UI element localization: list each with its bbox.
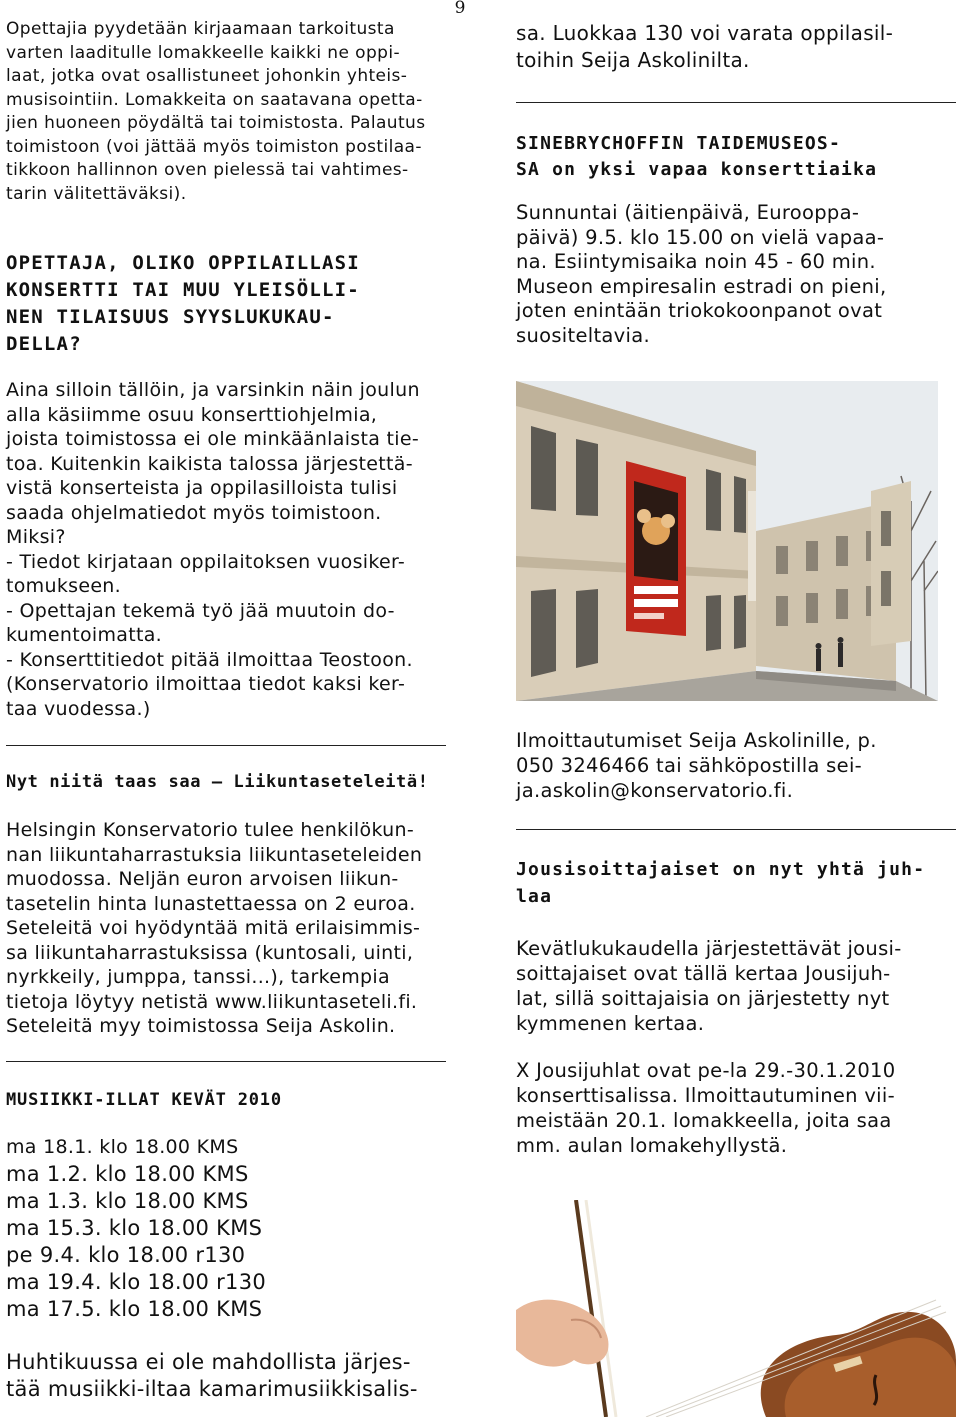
- museum-paragraph: [516, 201, 946, 348]
- heading-line: SA on yksi vapaa konserttiaika: [516, 159, 878, 180]
- text-line: mm. aulan lomakehyllystä.: [516, 1134, 788, 1157]
- text-line: jien huoneen pöydältä tai toimistosta. Palautus: [6, 113, 426, 133]
- section-divider: [516, 102, 956, 103]
- museum-building-illustration: [516, 381, 938, 701]
- heading-line: Jousisoittajaiset on nyt yhtä juh-: [516, 859, 926, 880]
- heading-line: DELLA?: [6, 333, 82, 355]
- strings-paragraph: [516, 936, 946, 1036]
- page-number: 9: [454, 0, 466, 18]
- text-line: Huhtikuussa ei ole mahdollista järjes-: [6, 1349, 411, 1374]
- date-item: ma 18.1. klo 18.00 KMS: [6, 1135, 239, 1158]
- heading-line: OPETTAJA, OLIKO OPPILAILLASI: [6, 252, 360, 274]
- text-line: Seteleitä myy toimistossa Seija Askolin.: [6, 1015, 396, 1037]
- date-item: ma 19.4. klo 18.00 r130: [6, 1269, 267, 1294]
- text-line: saada ohjelmatiedot myös toimistoon.: [6, 501, 382, 524]
- date-item: ma 17.5. klo 18.00 KMS: [6, 1296, 263, 1321]
- text-line: ja.askolin@konservatorio.fi.: [516, 779, 794, 802]
- text-line: 050 3246466 tai sähköpostilla sei-: [516, 754, 862, 777]
- signup-paragraph: [516, 728, 946, 803]
- heading-string-players: [516, 856, 946, 910]
- date-item: ma 1.2. klo 18.00 KMS: [6, 1161, 249, 1186]
- text-line: musisointiin. Lomakkeita on saatavana opetta-: [6, 89, 423, 110]
- text-line: tarin välitettäväksi).: [6, 183, 187, 204]
- text-line: konserttisalissa. Ilmoittautuminen vii-: [516, 1084, 895, 1107]
- text-line: Helsingin Konservatorio tulee henkilökun-: [6, 819, 414, 841]
- sport-voucher-paragraph: [6, 818, 446, 1039]
- dash-separator: _________________________________: [6, 210, 318, 226]
- heading-concert-question: [6, 250, 446, 358]
- text-line: kymmenen kertaa.: [516, 1012, 705, 1035]
- violin-illustration: [516, 1200, 956, 1417]
- heading-line: laa: [516, 886, 553, 907]
- text-line: Seteleitä voi hyödyntää mitä erilaisimmis-: [6, 917, 421, 939]
- text-line: nyrkkeily, jumppa, tanssi...), tarkempia: [6, 966, 390, 988]
- text-line: alla käsiimme osuu konserttiohjelmia,: [6, 403, 378, 426]
- text-line: tietoja löytyy netistä www.liikuntaseteli.fi.: [6, 990, 418, 1013]
- date-item: ma 1.3. klo 18.00 KMS: [6, 1188, 249, 1213]
- text-line: joista toimistossa ei ole minkäänlaista tie-: [6, 428, 419, 450]
- date-item: ma 15.3. klo 18.00 KMS: [6, 1215, 263, 1240]
- text-line: tikkoon hallinnon oven pielessä tai vahtimes-: [6, 160, 409, 180]
- text-line: laat, jotka ovat osallistuneet johonkin yhteis-: [6, 66, 408, 86]
- left-column: [6, 14, 446, 1403]
- text-line: vistä konserteista ja oppilasilloista tulisi: [6, 477, 398, 499]
- heading-line: NEN TILAISUUS SYYSLUKUKAU-: [6, 306, 335, 328]
- text-line: - Tiedot kirjataan oppilaitoksen vuosiker-: [6, 550, 406, 573]
- text-line: tää musiikki-iltaa kamarimusiikkisalis-: [6, 1376, 418, 1401]
- text-line: Museon empiresalin estradi on pieni,: [516, 274, 887, 298]
- text-line: muodossa. Neljän euron arvoisen liikun-: [6, 868, 399, 890]
- text-line: tomukseen.: [6, 575, 121, 597]
- text-line: nan liikuntaharrastuksia liikuntaseteleiden: [6, 843, 423, 866]
- text-line: - Opettajan tekemä työ jää muutoin do-: [6, 599, 395, 622]
- music-evening-dates: [6, 1134, 446, 1323]
- violin-photo: [516, 1200, 956, 1417]
- section-divider: [6, 745, 446, 746]
- closing-paragraph: [6, 1349, 446, 1403]
- text-line: varten laaditulle lomakkeelle kaikki ne oppi-: [6, 42, 400, 63]
- text-line: toa. Kuitenkin kaikista talossa järjestettä-: [6, 452, 413, 475]
- text-line: Opettajia pyydetään kirjaamaan tarkoitusta: [6, 19, 395, 39]
- text-line: Ilmoittautumiset Seija Askolinille, p.: [516, 729, 877, 752]
- text-line: Sunnuntai (äitienpäivä, Eurooppa-: [516, 201, 860, 224]
- text-line: soittajaiset ovat tällä kertaa Jousijuh-: [516, 962, 891, 985]
- heading-museum: [516, 131, 946, 183]
- text-line: kumentoimatta.: [6, 624, 162, 646]
- text-line: taa vuodessa.): [6, 697, 151, 720]
- continued-paragraph: [516, 20, 946, 74]
- text-line: lat, sillä soittajaisia on järjestetty nyt: [516, 987, 890, 1010]
- text-line: na. Esiintymisaika noin 45 - 60 min.: [516, 250, 876, 273]
- text-line: Aina silloin tällöin, ja varsinkin näin joulun: [6, 379, 420, 401]
- date-item: pe 9.4. klo 18.00 r130: [6, 1242, 246, 1267]
- text-line: - Konserttitiedot pitää ilmoittaa Teostoon.: [6, 648, 413, 671]
- right-column-lower: [516, 728, 946, 1158]
- festival-paragraph: [516, 1058, 946, 1158]
- text-line: suositeltavia.: [516, 323, 650, 347]
- text-line: sa. Luokkaa 130 voi varata oppilasil-: [516, 21, 894, 45]
- intro-paragraph: [6, 18, 446, 206]
- heading-line: KONSERTTI TAI MUU YLEISÖLLI-: [6, 279, 360, 301]
- section-divider: [516, 829, 956, 830]
- text-line: Miksi?: [6, 526, 66, 548]
- heading-music-evenings: MUSIIKKI-ILLAT KEVÄT 2010: [6, 1089, 282, 1110]
- text-line: tasetelin hinta lunastettaessa on 2 euroa.: [6, 892, 416, 915]
- text-line: toihin Seija Askolinilta.: [516, 48, 750, 72]
- text-line: (Konservatorio ilmoittaa tiedot kaksi ker-: [6, 673, 406, 695]
- heading-sport-vouchers: Nyt niitä taas saa — Liikuntaseteleitä!: [6, 772, 429, 792]
- museum-building-photo: [516, 381, 938, 701]
- text-line: joten enintään triokokoonpanot ovat: [516, 299, 883, 322]
- text-line: toimistoon (voi jättää myös toimiston postilaa-: [6, 136, 422, 157]
- text-line: sa liikuntaharrastuksissa (kuntosali, uinti,: [6, 941, 414, 964]
- section-divider: [6, 1061, 446, 1062]
- text-line: X Jousijuhlat ovat pe-la 29.-30.1.2010: [516, 1059, 896, 1082]
- heading-line: SINEBRYCHOFFIN TAIDEMUSEOS-: [516, 133, 841, 154]
- text-line: päivä) 9.5. klo 15.00 on vielä vapaa-: [516, 225, 885, 249]
- right-column: [516, 14, 946, 348]
- text-line: Kevätlukukaudella järjestettävät jousi-: [516, 937, 902, 960]
- concert-paragraph: [6, 378, 446, 721]
- text-line: meistään 20.1. lomakkeella, joita saa: [516, 1109, 892, 1132]
